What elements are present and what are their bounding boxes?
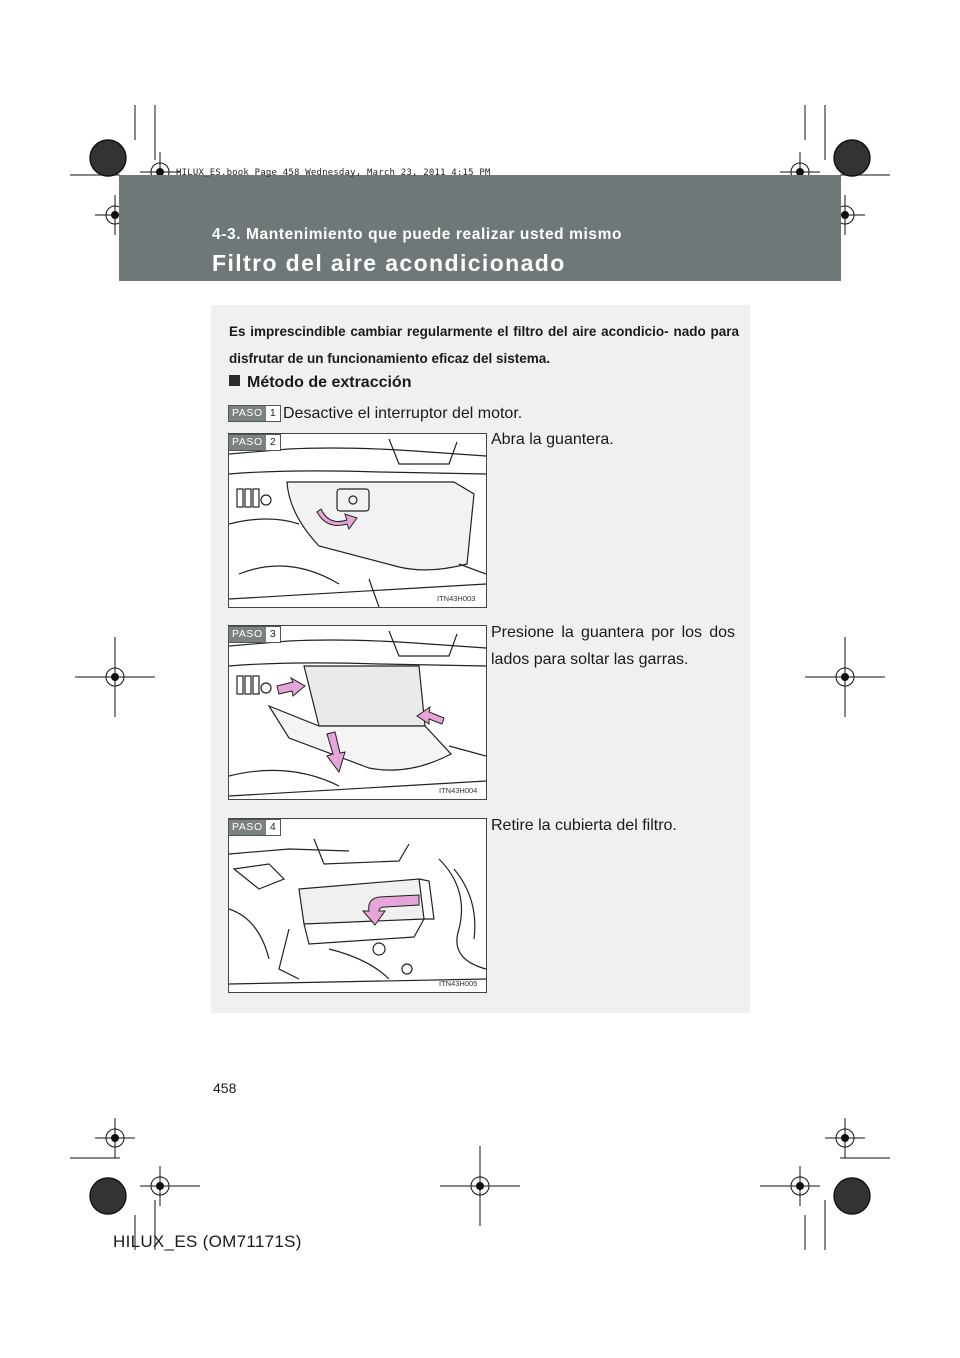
- step-badge-2: [228, 434, 281, 451]
- page-number: 458: [213, 1080, 237, 1096]
- paso-label: PASO: [229, 435, 266, 450]
- step-number: 1: [269, 407, 276, 419]
- square-bullet-icon: [229, 375, 240, 386]
- step-2-text: Abra la guantera.: [491, 431, 614, 448]
- paso-label: PASO: [229, 627, 266, 642]
- step-number: 4: [269, 821, 276, 833]
- filter-cover-removal-illustration: [229, 819, 486, 992]
- glove-box-open-illustration: [229, 434, 486, 607]
- intro-paragraph: Es imprescindible cambiar regularmente el filtro del aire acondicio- nado para disfrutar de un funcionamiento eficaz del sistema.: [229, 324, 739, 366]
- figure-step-4: [228, 818, 487, 993]
- section-title: 4-3. Mantenimiento que puede realizar usted mismo: [212, 226, 623, 243]
- figure-code: ITN43H003: [437, 594, 476, 603]
- step-1-text: Desactive el interruptor del motor.: [283, 405, 523, 422]
- paso-label: PASO: [229, 820, 266, 835]
- glove-box-release-illustration: [229, 626, 486, 799]
- subheading-text: Método de extracción: [247, 374, 412, 391]
- figure-code: ITN43H004: [439, 786, 478, 795]
- step-badge-1: [228, 405, 281, 422]
- figure-step-3: [228, 625, 487, 800]
- step-number: 2: [269, 436, 276, 448]
- subheading: [229, 374, 411, 392]
- paso-label: PASO: [229, 406, 266, 421]
- figure-code: ITN43H005: [439, 979, 478, 988]
- step-4-text: Retire la cubierta del filtro.: [491, 817, 677, 834]
- step-badge-4: [228, 819, 281, 836]
- step-3-text: Presione la guantera por los dos lados para soltar las garras.: [491, 624, 735, 668]
- step-number: 3: [269, 628, 276, 640]
- figure-step-2: [228, 433, 487, 608]
- footer-model-code: HILUX_ES (OM71171S): [113, 1232, 302, 1251]
- step-badge-3: [228, 626, 281, 643]
- page-title: Filtro del aire acondicionado: [212, 250, 566, 276]
- book-info-line: HILUX_ES.book Page 458 Wednesday, March 23, 2011 4:15 PM: [176, 168, 491, 178]
